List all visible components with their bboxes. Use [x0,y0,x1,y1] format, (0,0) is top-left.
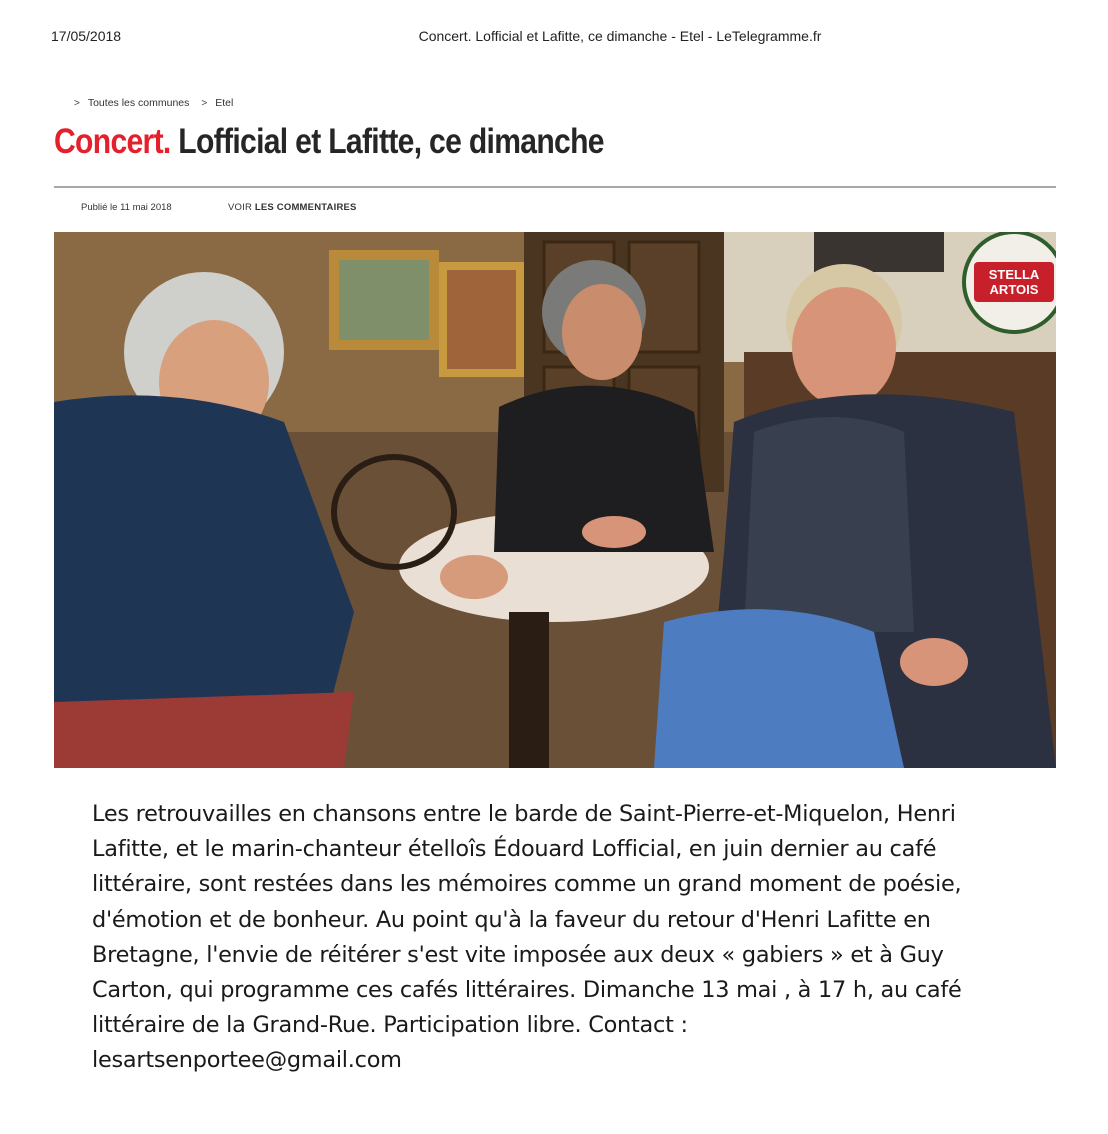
comments-label: LES COMMENTAIRES [254,202,357,213]
view-comments-link[interactable] [228,202,357,213]
headline-title: Lofficial et Lafitte, ce dimanche [178,122,604,161]
chevron-right-icon: > [201,97,208,109]
publish-date: Publié le 11 mai 2018 [81,202,172,213]
chevron-right-icon: > [74,97,80,109]
print-page-title: Concert. Lofficial et Lafitte, ce dimanche - Etel - LeTelegramme.fr [418,28,822,44]
article-headline [54,122,604,162]
headline-kicker: Concert. [54,122,171,161]
print-header [0,26,1108,48]
article-body: Les retrouvailles en chansons entre le barde de Saint-Pierre-et-Miquelon, Henri Lafitte, et le marin-chanteur ételloîs Édouard Lofficial, en juin dernier au café littéraire, sont restées dans les mémoires comme un grand moment de poésie, d'émotion et de bonheur. Au point qu'à la faveur du retour d'Henri Lafitte en Bretagne, l'envie de réitérer s'est vite imposée aux deux « gabiers » et à Guy Carton, qui programme ces cafés littéraires. Dimanche 13 mai , à 17 h, au café littéraire de la Grand-Rue. Participation libre. Contact : lesartsenportee@gmail.com [92,801,962,1074]
sign-text-line2: ARTOIS [989,282,1039,297]
breadcrumb [70,97,241,109]
comments-prefix: VOIR [228,202,253,213]
sign-text-line1: STELLA [988,267,1040,282]
breadcrumb-link-communes[interactable]: Toutes les communes [87,97,190,109]
article-photo [54,232,1056,768]
breadcrumb-link-etel[interactable]: Etel [215,97,234,109]
headline-divider [54,186,1056,188]
print-date: 17/05/2018 [51,28,122,44]
